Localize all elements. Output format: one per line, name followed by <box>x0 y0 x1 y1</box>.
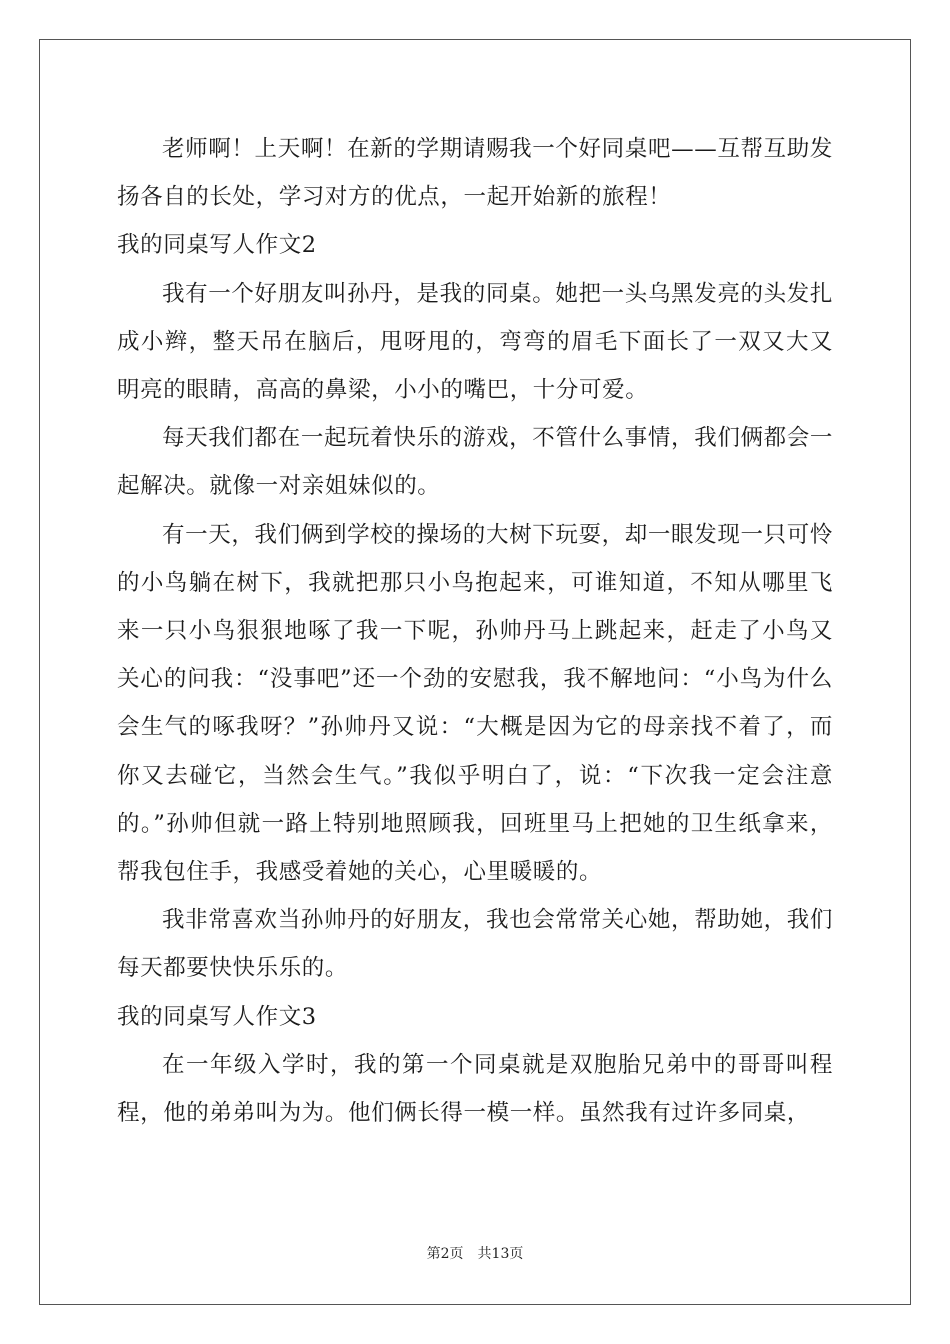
paragraph: 在一年级入学时，我的第一个同桌就是双胞胎兄弟中的哥哥叫程程，他的弟弟叫为为。他们俩长得一模一样。虽然我有过许多同桌， <box>117 1051 833 1127</box>
paragraph: 有一天，我们俩到学校的操场的大树下玩耍，却一眼发现一只可怜的小鸟躺在树下，我就把那只小鸟抱起来，可谁知道，不知从哪里飞来一只小鸟狠狠地啄了我一下呢，孙帅丹马上跳起来，赶走了小鸟又关心的问我：“没事吧”还一个劲的安慰我，我不解地问：“小鸟为什么会生气的啄我呀？”孙帅丹又说：“大概是因为它的母亲找不着了，而你又去碰它，当然会生气。”我似乎明白了，说：“下次我一定会注意的。”孙帅但就一路上特别地照顾我，回班里马上把她的卫生纸拿来，帮我包住手，我感受着她的关心，心里暖暖的。 <box>117 521 833 886</box>
section-heading: 我的同桌写人作文3 <box>117 1003 317 1030</box>
paragraph: 每天我们都在一起玩着快乐的游戏，不管什么事情，我们俩都会一起解决。就像一对亲姐妹似的。 <box>117 425 833 500</box>
page-footer <box>0 1243 950 1263</box>
paragraph: 我非常喜欢当孙帅丹的好朋友，我也会常常关心她，帮助她，我们每天都要快快乐乐的。 <box>117 907 833 982</box>
page-number: 第2页 <box>426 1246 464 1262</box>
paragraph: 老师啊！上天啊！在新的学期请赐我一个好同桌吧——互帮互助发扬各自的长处，学习对方的优点，一起开始新的旅程！ <box>117 136 833 211</box>
document-body <box>117 125 833 1137</box>
total-pages: 共13页 <box>477 1246 524 1262</box>
section-heading: 我的同桌写人作文2 <box>117 232 317 259</box>
paragraph: 我有一个好朋友叫孙丹，是我的同桌。她把一头乌黑发亮的头发扎成小辫，整天吊在脑后，甩呀甩的，弯弯的眉毛下面长了一双又大又明亮的眼睛，高高的鼻梁，小小的嘴巴，十分可爱。 <box>117 280 833 404</box>
